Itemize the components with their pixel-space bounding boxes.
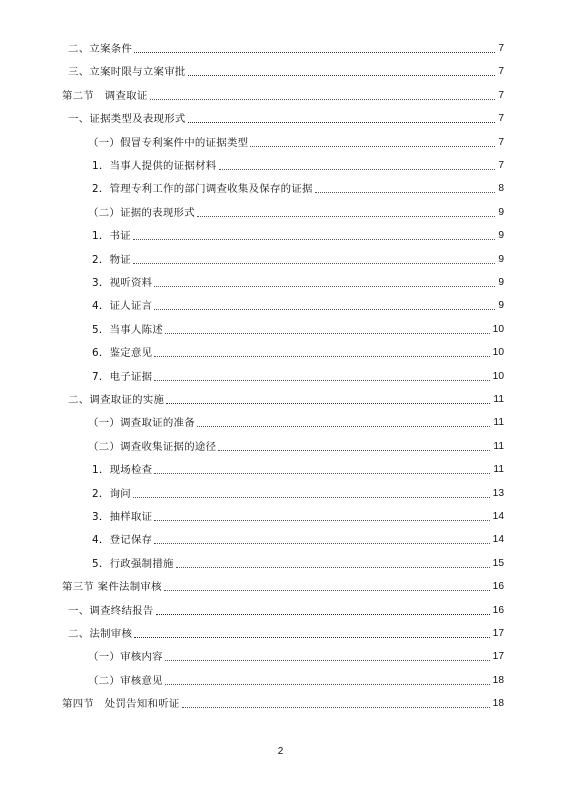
toc-entry-title: 一、证据类型及表现形式 <box>68 113 186 126</box>
toc-entry-title: 二、立案条件 <box>68 43 133 55</box>
toc-entry[interactable] <box>92 227 504 243</box>
toc-entry[interactable] <box>68 40 504 56</box>
toc-entry[interactable] <box>92 321 504 337</box>
dot-leader <box>176 566 490 568</box>
toc-entry-title: 2．管理专利工作的部门调查收集及保存的证据 <box>92 183 313 196</box>
toc-entry-title: （二）证据的表现形式 <box>88 206 195 219</box>
toc-entry-page: 8 <box>498 183 504 195</box>
toc-entry-page: 9 <box>498 206 504 218</box>
toc-entry-title: 5．当事人陈述 <box>92 323 164 336</box>
toc-entry-title: 1．当事人提供的证据材料 <box>92 160 217 172</box>
toc-entry-page: 9 <box>498 230 504 242</box>
dot-leader <box>154 379 489 381</box>
dot-leader <box>165 659 490 661</box>
toc-entry[interactable] <box>68 602 504 618</box>
dot-leader <box>154 308 495 310</box>
dot-leader <box>154 472 490 474</box>
toc-entry-page: 7 <box>498 66 504 78</box>
toc-entry-title: 4．证人证言 <box>92 300 153 313</box>
toc-entry[interactable] <box>92 251 504 267</box>
dot-leader <box>188 121 496 123</box>
toc-entry-title: （一）假冒专利案件中的证据类型 <box>88 136 249 149</box>
toc-entry-title: 3．视听资料 <box>92 277 153 289</box>
toc-entry-title: 3．抽样取证 <box>92 511 153 523</box>
toc-entry[interactable] <box>68 391 504 407</box>
toc-entry-page: 17 <box>492 651 504 663</box>
toc-entry-page: 11 <box>493 440 504 452</box>
toc-entry-page: 9 <box>498 277 504 288</box>
dot-leader <box>219 168 496 170</box>
toc-entry[interactable] <box>92 157 504 173</box>
toc-entry[interactable] <box>92 368 504 384</box>
dot-leader <box>166 402 490 404</box>
toc-entry-title: 5．行政强制措施 <box>92 557 174 570</box>
toc-entry-title: （一）调查取证的准备 <box>88 417 195 430</box>
toc-entry-title: 一、调查终结报告 <box>68 604 154 617</box>
toc-entry-page: 15 <box>492 557 504 569</box>
toc-entry[interactable] <box>68 110 504 126</box>
toc-entry-title: 7．电子证据 <box>92 370 153 383</box>
toc-entry[interactable] <box>92 344 504 360</box>
toc-entry[interactable] <box>88 648 504 664</box>
toc-entry-title: 1．书证 <box>92 230 131 243</box>
dot-leader <box>250 145 495 147</box>
dot-leader <box>182 706 490 708</box>
toc-entry-title: 4．登记保存 <box>92 534 153 547</box>
toc-entry-title: 二、法制审核 <box>68 628 133 640</box>
toc-entry[interactable] <box>92 274 504 290</box>
toc-entry-title: 第二节 调查取证 <box>62 89 148 102</box>
dot-leader <box>154 542 489 544</box>
toc-entry[interactable] <box>92 508 504 524</box>
toc-entry-page: 7 <box>498 89 504 101</box>
toc-entry-page: 7 <box>498 43 504 54</box>
dot-leader <box>315 191 496 193</box>
dot-leader <box>134 51 495 53</box>
toc-entry-title: 2．物证 <box>92 253 131 266</box>
toc-entry-title: 第三节 案件法制审核 <box>62 581 162 594</box>
toc-entry-title: 6．鉴定意见 <box>92 347 153 360</box>
toc-entry-page: 7 <box>498 136 504 148</box>
toc-entry[interactable] <box>62 87 504 103</box>
dot-leader <box>133 238 495 240</box>
dot-leader <box>165 332 490 334</box>
toc-entry[interactable] <box>88 438 504 454</box>
toc-entry-page: 7 <box>498 160 504 171</box>
toc-entry[interactable] <box>62 578 504 594</box>
dot-leader <box>133 496 490 498</box>
toc-entry[interactable] <box>92 180 504 196</box>
toc-entry-title: 1．现场检查 <box>92 464 153 477</box>
toc-entry-page: 13 <box>492 487 504 499</box>
toc-entry-page: 10 <box>492 370 504 382</box>
toc-entry[interactable] <box>62 695 504 711</box>
toc-entry[interactable] <box>92 461 504 477</box>
toc-entry[interactable] <box>88 204 504 220</box>
dot-leader <box>133 262 495 264</box>
toc-entry-title: （二）调查收集证据的途径 <box>88 440 217 453</box>
toc-entry-title: 第四节 处罚告知和听证 <box>62 698 180 711</box>
dot-leader <box>150 98 496 100</box>
dot-leader <box>197 215 495 217</box>
toc-entry-page: 9 <box>498 253 504 265</box>
toc-entry[interactable] <box>68 63 504 79</box>
toc-entry[interactable] <box>92 485 504 501</box>
toc-entry-page: 11 <box>493 394 504 405</box>
toc-entry-title: 二、调查取证的实施 <box>68 394 165 406</box>
toc-entry-title: 2．询问 <box>92 487 131 500</box>
toc-entry-page: 18 <box>492 698 504 710</box>
toc-entry-page: 16 <box>492 581 504 593</box>
toc-entry[interactable] <box>88 672 504 688</box>
dot-leader <box>154 519 489 521</box>
toc-entry[interactable] <box>88 134 504 150</box>
toc-entry-page: 18 <box>492 674 504 686</box>
toc-entry[interactable] <box>68 625 504 641</box>
toc-entry-title: 三、立案时限与立案审批 <box>68 66 186 79</box>
toc-entry-page: 10 <box>492 323 504 335</box>
dot-leader <box>197 425 491 427</box>
toc-entry-page: 14 <box>492 534 504 546</box>
dot-leader <box>134 636 490 638</box>
toc-entry-page: 11 <box>493 464 504 476</box>
toc-entry-page: 11 <box>493 417 504 429</box>
toc-entry[interactable] <box>92 555 504 571</box>
dot-leader <box>165 683 490 685</box>
dot-leader <box>218 449 490 451</box>
dot-leader <box>188 74 496 76</box>
toc-entry-page: 16 <box>492 604 504 616</box>
toc-entry-page: 10 <box>492 347 504 359</box>
toc-entry-page: 14 <box>492 511 504 522</box>
page-number: 2 <box>277 746 284 757</box>
toc-entry-page: 9 <box>498 300 504 312</box>
toc-entry[interactable] <box>88 414 504 430</box>
toc-entry-page: 7 <box>498 113 504 125</box>
toc-entry-page: 17 <box>492 628 504 639</box>
dot-leader <box>164 589 490 591</box>
toc-entry-title: （二）审核意见 <box>88 674 163 687</box>
toc-entry[interactable] <box>92 297 504 313</box>
dot-leader <box>156 613 490 615</box>
toc-entry-title: （一）审核内容 <box>88 651 163 664</box>
dot-leader <box>154 285 495 287</box>
dot-leader <box>154 355 489 357</box>
toc-entry[interactable] <box>92 531 504 547</box>
